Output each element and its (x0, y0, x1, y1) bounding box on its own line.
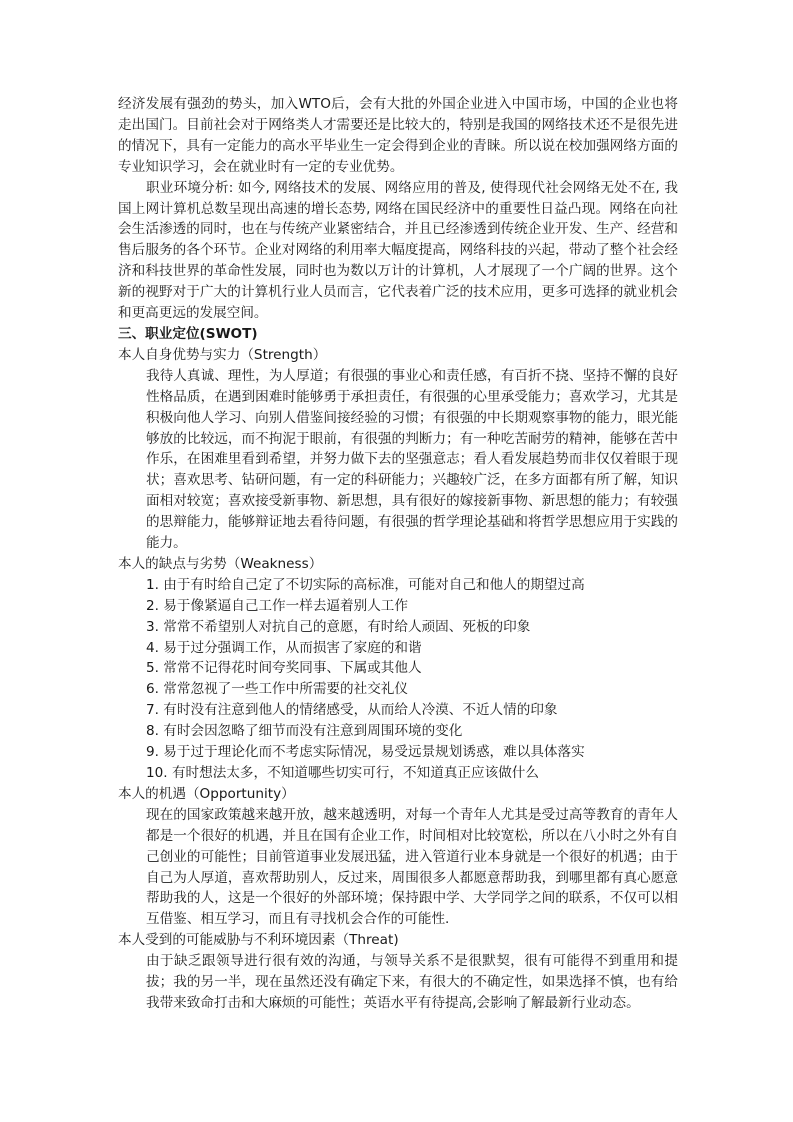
list-item: 7. 有时没有注意到他人的情绪感受，从而给人冷漠、不近人情的印象 (146, 702, 558, 719)
strength-heading: 本人自身优势与实力（Strength） (118, 346, 327, 363)
list-item: 5. 常常不记得花时间夸奖同事、下属或其他人 (146, 660, 422, 677)
list-item: 4. 易于过分强调工作，从而损害了家庭的和谐 (146, 639, 422, 656)
career-environment-paragraph: 职业环境分析: 如今, 网络技术的发展、网络应用的普及, 使得现代社会网络无处不在, 我国上网计算机总数呈现出高速的增长态势, 网络在国民经济中的重要性日益凸现。网络在向社会生活渗透的同时，也在与传统产业紧密结合，并且已经渗透到传统企业开发、生产、经营和售后服务的各个环节。企业对网络的利用率大幅度提高，网络科技的兴起，带动了整个社会经济和科技世界的革命性发展，同时也为数以万计的计算机，人才展现了一个广阔的世界。这个新的视野对于广大的计算机行业人员而言，它代表着广泛的技术应用，更多可选择的就业机会和更高更远的发展空间。 (118, 179, 678, 322)
opportunity-heading: 本人的机遇（Opportunity） (118, 785, 295, 802)
weakness-heading: 本人的缺点与劣势（Weakness） (118, 555, 323, 572)
list-item: 2. 易于像紧逼自己工作一样去逼着别人工作 (146, 597, 408, 614)
weakness-list (118, 575, 678, 784)
list-item: 10. 有时想法太多，不知道哪些切实可行，不知道真正应该做什么 (146, 765, 539, 781)
list-item: 9. 易于过于理论化而不考虑实际情况，易受远景规划诱惑，难以具体落实 (146, 744, 585, 761)
threat-paragraph: 由于缺乏跟领导进行很有效的沟通，与领导关系不是很默契，很有可能得不到重用和提拔；我的另一半，现在虽然还没有确定下来，有很大的不确定性，如果选择不慎，也有给我带来致命打击和大麻烦的可能性；英语水平有待提高,会影响了解最新行业动态。 (146, 953, 678, 1011)
list-item: 3. 常常不希望别人对抗自己的意愿，有时给人顽固、死板的印象 (146, 618, 531, 635)
threat-heading: 本人受到的可能威胁与不利环境因素（Threat) (118, 932, 399, 949)
list-item: 6. 常常忽视了一些工作中所需要的社交礼仪 (146, 681, 408, 698)
intro-paragraph: 经济发展有强劲的势头，加入WTO后，会有大批的外国企业进入中国市场，中国的企业也将走出国门。目前社会对于网络类人才需要还是比较大的，特别是我国的网络技术还不是很先进的情况下，具有一定能力的高水平毕业生一定会得到企业的青睐。所以说在校加强网络方面的专业知识学习，会在就业时有一定的专业优势。 (118, 96, 678, 175)
list-item: 1. 由于有时给自己定了不切实际的高标准，可能对自己和他人的期望过高 (146, 576, 585, 593)
opportunity-paragraph: 现在的国家政策越来越开放，越来越透明，对每一个青年人尤其是受过高等教育的青年人都是一个很好的机遇，并且在国有企业工作，时间相对比较宽松，所以在八小时之外有自己创业的可能性；目前管道事业发展迅猛，进入管道行业本身就是一个很好的机遇；由于自己为人厚道，喜欢帮助别人，反过来，周围很多人都愿意帮助我，到哪里都有真心愿意帮助我的人，这是一个很好的外部环境；保持跟中学、大学同学之间的联系，不仅可以相互借鉴、相互学习，而且有寻找机会合作的可能性. (146, 806, 678, 928)
document-page (118, 94, 678, 1014)
swot-section-heading: 三、职业定位(SWOT) (118, 325, 258, 342)
strength-paragraph: 我待人真诚、理性，为人厚道；有很强的事业心和责任感，有百折不挠、坚持不懈的良好性格品质，在遇到困难时能够勇于承担责任，有很强的心里承受能力；喜欢学习，尤其是积极向他人学习、向别人借鉴间接经验的习惯；有很强的中长期观察事物的能力，眼光能够放的比较远，而不拘泥于眼前，有很强的判断力；有一种吃苦耐劳的精神，能够在苦中作乐，在困难里看到希望，并努力做下去的坚强意志；看人看发展趋势而非仅仅着眼于现状；喜欢思考、钻研问题，有一定的科研能力；兴趣较广泛，在多方面都有所了解，知识面相对较宽；喜欢接受新事物、新思想，具有很好的嫁接新事物、新思想的能力；有较强的思辩能力，能够辩证地去看待问题，有很强的哲学理论基础和将哲学思想应用于实践的能力。 (146, 367, 678, 552)
list-item: 8. 有时会因忽略了细节而没有注意到周围环境的变化 (146, 723, 463, 740)
